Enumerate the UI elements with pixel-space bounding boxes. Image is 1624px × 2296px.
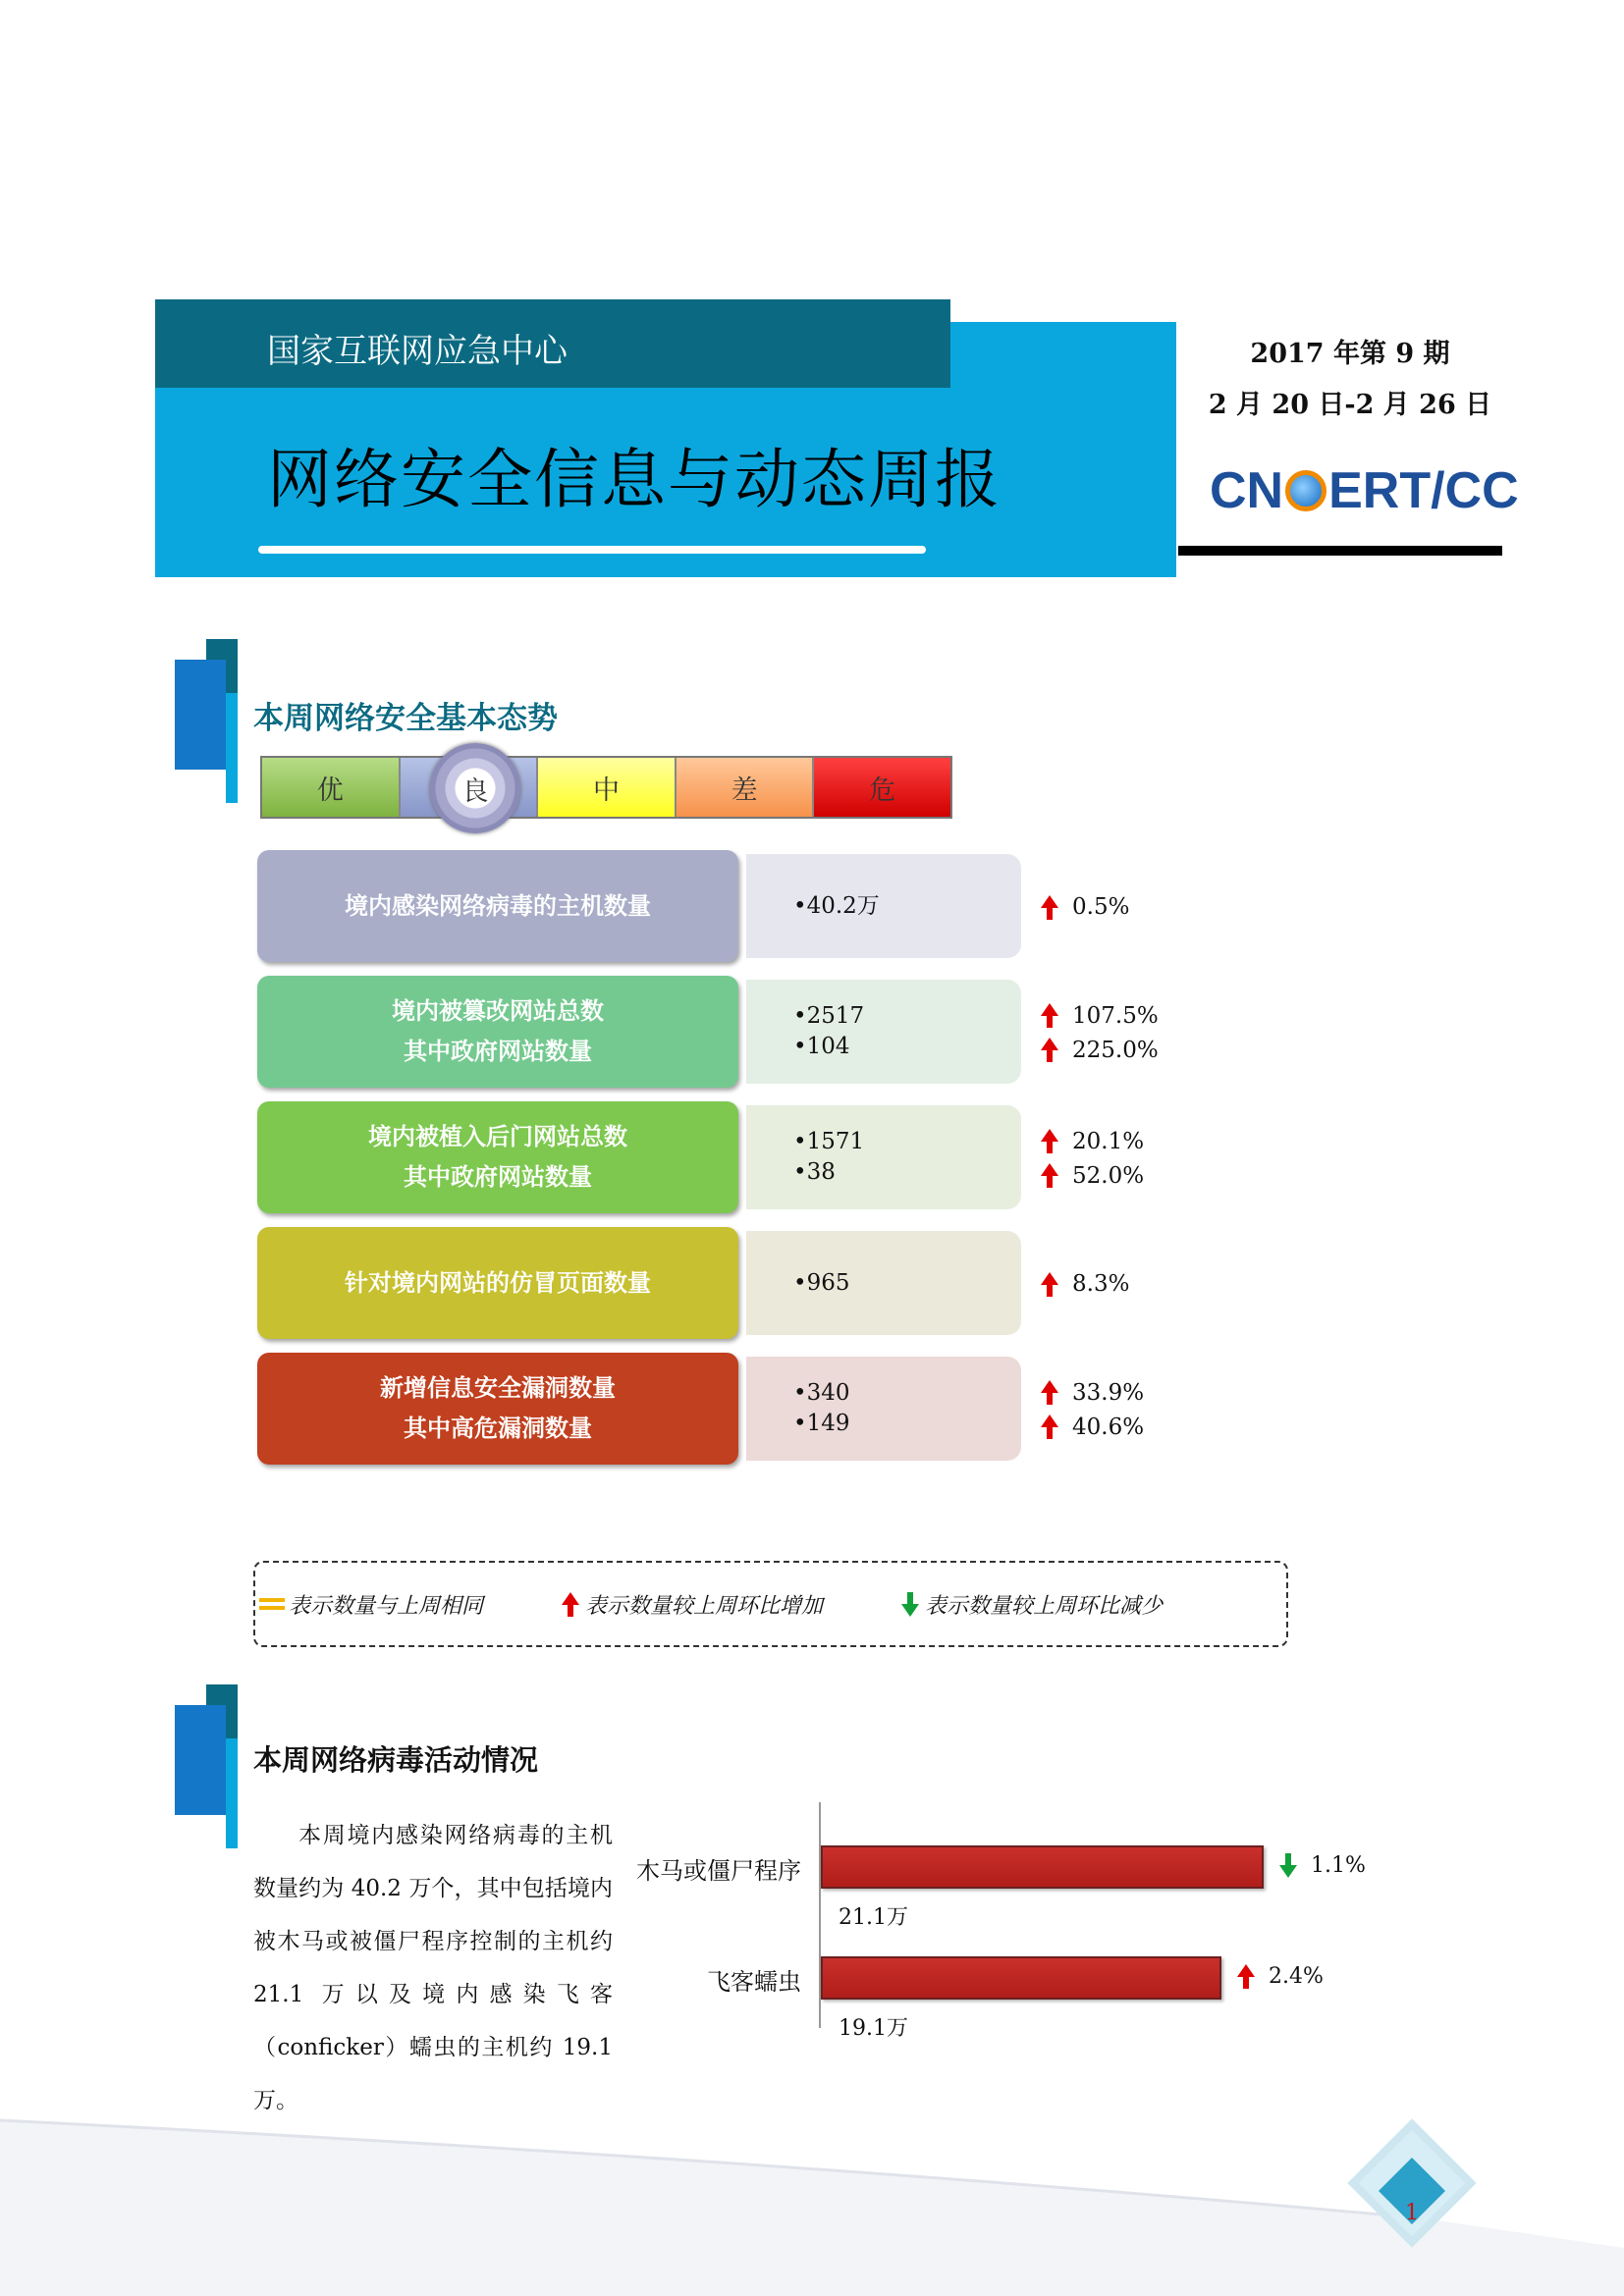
issue-info: [1178, 329, 1522, 431]
arrow-up-icon: [1041, 1129, 1058, 1142]
chart-change: [1237, 1964, 1324, 1989]
stat-label: [257, 1353, 738, 1465]
legend-increase-text: 表示数量较上周环比增加: [585, 1593, 824, 1619]
stat-change: [1041, 1375, 1144, 1410]
issue-number: 2017 年第 9 期: [1250, 339, 1450, 369]
stat-change-pct: 20.1%: [1072, 1128, 1145, 1154]
level-medium: 中: [538, 758, 677, 817]
stat-label: [257, 976, 738, 1088]
section-decoration: [175, 660, 226, 770]
stat-label-line: 境内被植入后门网站总数: [368, 1123, 627, 1150]
current-level-indicator: 良: [430, 743, 520, 833]
stat-change-pct: 225.0%: [1072, 1037, 1159, 1063]
stat-value-line: •40.2万: [793, 892, 880, 919]
section-decoration: [175, 1705, 226, 1815]
page-number: 1: [1405, 2201, 1419, 2225]
virus-paragraph: [253, 1809, 613, 2127]
arrow-up-icon: [1041, 1380, 1058, 1393]
stat-changes: [1041, 1109, 1144, 1207]
stat-change-pct: 40.6%: [1072, 1414, 1145, 1440]
stat-change: [1041, 1033, 1159, 1067]
stat-change-pct: 52.0%: [1072, 1162, 1145, 1189]
chart-change: [1279, 1853, 1366, 1878]
logo-underline: [1178, 546, 1502, 556]
stat-label-line: 境内感染网络病毒的主机数量: [345, 891, 651, 920]
chart-bar: [821, 1956, 1221, 2000]
chart-category-label: 飞客蠕虫: [707, 1968, 801, 1996]
equal-icon: [259, 1598, 285, 1610]
arrow-up-icon: [1041, 1003, 1058, 1016]
legend-same-text: 表示数量与上周相同: [289, 1593, 484, 1619]
legend-decrease-text: 表示数量较上周环比减少: [925, 1593, 1164, 1619]
stat-change: [1041, 1124, 1144, 1158]
arrow-down-icon: [901, 1604, 919, 1617]
arrow-up-icon: [1041, 1038, 1058, 1050]
stat-change-pct: 8.3%: [1072, 1271, 1130, 1297]
logo-text-right: ERT/CC: [1328, 462, 1519, 519]
stat-label-line: 其中政府网站数量: [404, 1163, 592, 1191]
stat-value: [746, 1105, 1021, 1209]
section-title-posture: 本周网络安全基本态势: [253, 701, 558, 736]
stat-change: [1041, 1410, 1144, 1444]
arrow-up-icon: [562, 1592, 579, 1605]
chart-change-pct: 1.1%: [1311, 1853, 1366, 1878]
stat-value: [746, 1231, 1021, 1335]
stat-value: [746, 1357, 1021, 1461]
arrow-up-icon: [1041, 1163, 1058, 1176]
level-critical: 危: [814, 758, 950, 817]
issue-date-range: 2 月 20 日-2 月 26 日: [1208, 390, 1492, 420]
level-poor: 差: [677, 758, 815, 817]
cncert-logo: [1210, 461, 1519, 520]
virus-paragraph-text: 本周境内感染网络病毒的主机数量约为 40.2 万个，其中包括境内被木马或被僵尸程序控制的主机约 21.1 万以及境内感染飞客（conficker）蠕虫的主机约 19.1 万。: [253, 1823, 613, 2113]
stat-change-pct: 33.9%: [1072, 1379, 1145, 1406]
stat-label-line: 其中政府网站数量: [404, 1038, 592, 1065]
section-title-virus: 本周网络病毒活动情况: [253, 1743, 539, 1777]
stat-label-line: 新增信息安全漏洞数量: [380, 1374, 616, 1402]
level-excellent: 优: [262, 758, 401, 817]
stat-label-line: 针对境内网站的仿冒页面数量: [345, 1268, 651, 1297]
stat-label: [257, 850, 738, 962]
stat-change-pct: 0.5%: [1072, 894, 1130, 920]
stat-change: [1041, 1267, 1129, 1302]
org-name: 国家互联网应急中心: [267, 332, 568, 371]
stat-label: [257, 1227, 738, 1339]
stat-label: [257, 1101, 738, 1213]
stat-changes: [1041, 858, 1129, 956]
arrow-up-icon: [1041, 895, 1058, 908]
chart-change-pct: 2.4%: [1269, 1964, 1324, 1989]
footer-decoration: [0, 2101, 1624, 2296]
globe-icon: [1285, 470, 1326, 511]
stat-label-line: 境内被篡改网站总数: [392, 997, 604, 1025]
stat-value-line: •38: [793, 1159, 836, 1185]
arrow-up-icon: [1237, 1964, 1255, 1977]
security-level-bar: [260, 756, 952, 819]
stat-changes: [1041, 1361, 1144, 1459]
stat-label-line: 其中高危漏洞数量: [404, 1415, 592, 1442]
section-decoration: [226, 693, 238, 803]
stat-change: [1041, 998, 1159, 1033]
legend-box: [253, 1561, 1288, 1647]
chart-bar: [821, 1845, 1264, 1889]
arrow-up-icon: [1041, 1415, 1058, 1427]
title-underline: [258, 546, 926, 554]
chart-category-label: 木马或僵尸程序: [636, 1857, 801, 1885]
stat-value-line: •1571: [793, 1129, 865, 1154]
section-decoration: [226, 1738, 238, 1848]
stat-change: [1041, 890, 1129, 925]
chart-data-label: 21.1万: [839, 1905, 908, 1930]
stat-changes: [1041, 984, 1159, 1082]
legend-same: [259, 1589, 483, 1620]
legend-decrease: [901, 1589, 1163, 1620]
stat-value-line: •965: [793, 1269, 850, 1296]
stat-change: [1041, 1158, 1144, 1193]
stat-value: [746, 980, 1021, 1084]
legend-increase: [562, 1589, 823, 1620]
arrow-down-icon: [1279, 1865, 1297, 1878]
stat-changes: [1041, 1235, 1129, 1333]
stat-value-line: •104: [793, 1034, 850, 1059]
logo-text-left: CN: [1210, 462, 1284, 519]
stat-value-line: •149: [793, 1411, 850, 1436]
stat-value: [746, 854, 1021, 958]
report-title: 网络安全信息与动态周报: [267, 442, 1001, 517]
chart-data-label: 19.1万: [839, 2016, 908, 2041]
arrow-up-icon: [1041, 1272, 1058, 1285]
stat-change-pct: 107.5%: [1072, 1002, 1159, 1029]
stat-value-line: •340: [793, 1380, 850, 1406]
stat-value-line: •2517: [793, 1003, 865, 1029]
